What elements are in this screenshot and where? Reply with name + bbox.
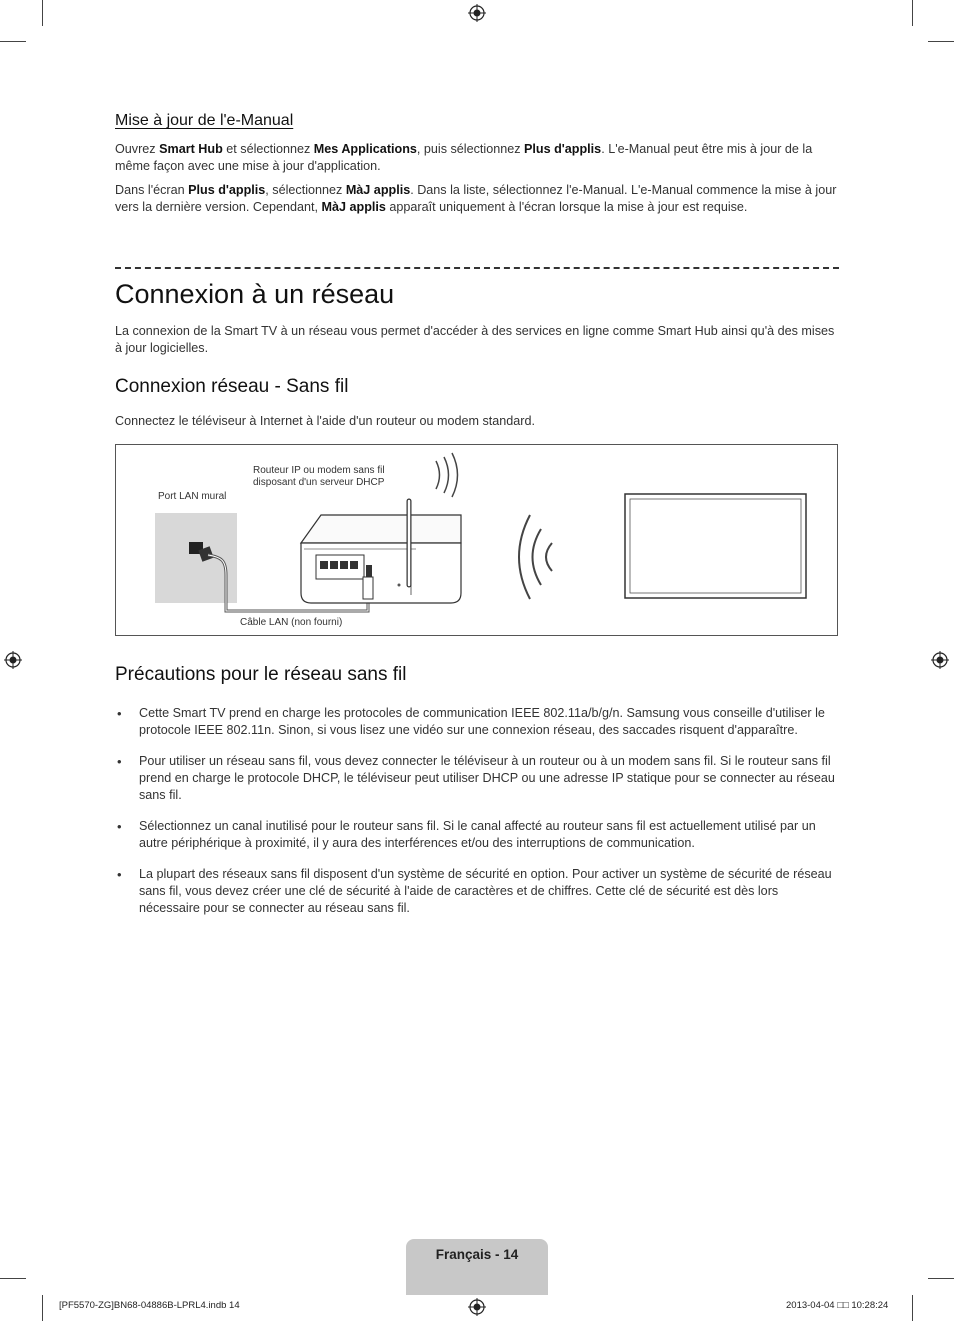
registration-mark-icon (468, 4, 486, 22)
list-item: • Pour utiliser un réseau sans fil, vous devez connecter le téléviseur à un routeur ou à un modem sans fil. Si le routeur sans fil prend en charge le protocole DHCP, le téléviseur peut utiliser DHCP ou une adresse IP statique pour se connecter au réseau sans fil. (115, 753, 841, 804)
wall-port-label: Port LAN mural (158, 491, 227, 502)
crop-mark (912, 1295, 913, 1321)
crop-mark (0, 1278, 26, 1279)
emanual-update-heading: Mise à jour de l'e-Manual (115, 112, 294, 129)
wireless-connection-heading: Connexion réseau - Sans fil (115, 376, 349, 397)
emanual-update-paragraph-2: Dans l'écran Plus d'applis, sélectionnez MàJ applis. Dans la liste, sélectionnez l'e-Manual. L'e-Manual commence la mise à jour vers la dernière version. Cependant, MàJ applis apparaît uniquement à l'écran lorsque la mise à jour est requise. (115, 183, 837, 214)
file-info: [PF5570-ZG]BN68-04886B-LPRL4.indb 14 (59, 1300, 240, 1311)
registration-mark-icon (4, 651, 22, 669)
page-number-tab (406, 1239, 548, 1295)
list-item: • La plupart des réseaux sans fil disposent d'un système de sécurité en option. Pour activer un système de sécurité de réseau sans fil, vous devez créer une clé de sécurité à l'aide de caractères et de chiffres. Cette clé de sécurité est dès lors nécessaire pour se connecter au réseau sans fil. (115, 866, 841, 917)
router-label: Routeur IP ou modem sans fil disposant d'un serveur DHCP (253, 465, 385, 488)
list-item: • Cette Smart TV prend en charge les protocoles de communication IEEE 802.11a/b/g/n. Samsung vous conseille d'utiliser le protocole IEEE 802.11n. Sinon, si vous lisez une vidéo sur une connexion réseau, des saccades risquent d'apparaître. (115, 705, 841, 739)
crop-mark (42, 0, 43, 26)
lan-cable-label: Câble LAN (non fourni) (240, 617, 343, 628)
registration-mark-icon (931, 651, 949, 669)
crop-mark (928, 1278, 954, 1279)
emanual-update-paragraph-1: Ouvrez Smart Hub et sélectionnez Mes Applications, puis sélectionnez Plus d'applis. L'e-Manual peut être mis à jour de la même façon avec une mise à jour d'application. (115, 142, 813, 173)
diagram-drawing (116, 445, 837, 635)
page-number: Français - 14 (435, 1247, 519, 1262)
crop-mark (42, 1295, 43, 1321)
router-icon (301, 501, 461, 603)
crop-mark (0, 41, 26, 42)
wireless-connection-diagram (115, 444, 838, 636)
router-wifi-signal-icon (436, 453, 458, 497)
crop-mark (912, 0, 913, 26)
wireless-connection-text: Connectez le téléviseur à Internet à l'aide d'un routeur ou modem standard. (115, 414, 535, 428)
tv-wifi-signal-icon (519, 515, 552, 599)
tv-icon (625, 494, 806, 598)
network-connection-intro: La connexion de la Smart TV à un réseau vous permet d'accéder à des services en ligne comme Smart Hub ainsi qu'à des mises à jour logicielles. (115, 324, 835, 355)
wireless-precautions-heading: Précautions pour le réseau sans fil (115, 664, 407, 685)
date-info: 2013-04-04 □□ 10:28:24 (786, 1300, 889, 1311)
crop-mark (928, 41, 954, 42)
section-divider (115, 267, 839, 269)
wireless-precautions-list (115, 705, 841, 931)
list-item: • Sélectionnez un canal inutilisé pour le routeur sans fil. Si le canal affecté au routeur sans fil est actuellement utilisé par un autre périphérique à proximité, il y aura des interférences et/ou des interruptions de communication. (115, 818, 841, 852)
network-connection-title: Connexion à un réseau (115, 279, 395, 309)
registration-mark-icon (468, 1298, 486, 1316)
